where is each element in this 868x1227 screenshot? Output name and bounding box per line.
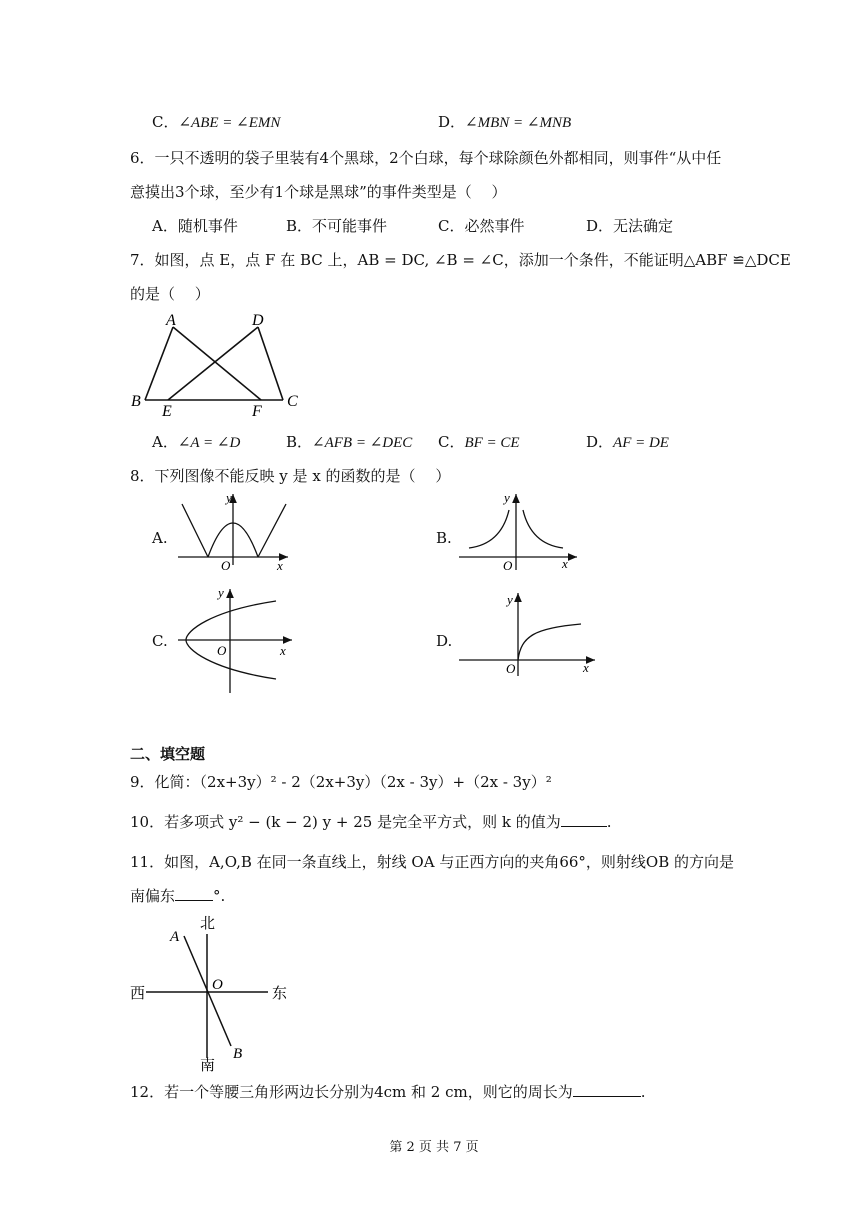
- option-text: AF = DE: [613, 435, 669, 451]
- answer-blank[interactable]: [175, 886, 213, 901]
- q12-line: [130, 1082, 646, 1102]
- option-label: D．: [586, 217, 614, 235]
- axis-x: x: [583, 660, 589, 675]
- option-label: C．: [438, 217, 465, 235]
- option-text: 不可能事件: [312, 217, 388, 235]
- q7-line2: 的是（ ）: [130, 285, 210, 303]
- option-label: B．: [286, 433, 313, 451]
- label-e: E: [162, 403, 172, 420]
- q8-line: 8．下列图像不能反映 y 是 x 的函数的是（ ）: [130, 467, 451, 485]
- option-label: A．: [152, 217, 178, 235]
- axis-x: x: [280, 643, 286, 658]
- q6-line1: 6．一只不透明的袋子里装有4个黑球，2个白球，每个球除颜色外都相同，则事件“从中任: [130, 149, 722, 167]
- label-b: B: [131, 393, 141, 410]
- label-d: D: [252, 312, 264, 329]
- graph-a-label: A.: [152, 529, 168, 547]
- origin: O: [221, 558, 231, 573]
- axis-y: y: [507, 592, 513, 607]
- q9-line: 9．化简：（2x+3y）² - 2（2x+3y）（2x - 3y）+（2x - 3y）²: [130, 773, 552, 791]
- option-text: 无法确定: [613, 217, 674, 235]
- option-label: C．: [438, 433, 465, 451]
- q5-option-d: [438, 112, 571, 133]
- point-o-label: O: [212, 977, 223, 993]
- north-label: 北: [200, 914, 216, 932]
- label-a: A: [166, 312, 176, 329]
- q6-option-c: [438, 216, 525, 236]
- option-label: D．: [586, 433, 614, 451]
- axis-y: y: [226, 490, 232, 505]
- option-label: B．: [286, 217, 313, 235]
- graph-b-label: B.: [436, 529, 452, 547]
- axis-x: x: [562, 556, 568, 571]
- axis-x: x: [277, 558, 283, 573]
- q7-option-c: [438, 432, 520, 453]
- origin: O: [506, 661, 516, 676]
- q10-line: [130, 812, 612, 832]
- origin: O: [503, 558, 513, 573]
- q5-option-c: [152, 112, 280, 133]
- graph-c: [170, 585, 300, 695]
- q7-figure: [125, 308, 315, 418]
- point-b-label: B: [233, 1046, 243, 1062]
- point-a-label: A: [170, 929, 180, 945]
- option-label: D．: [438, 113, 466, 131]
- option-text: BF = CE: [464, 435, 520, 451]
- q7-line1: 7．如图，点 E，点 F 在 BC 上，AB = DC, ∠B = ∠C，添加一个条件，不能证明△ABF ≌△DCE: [130, 251, 791, 269]
- q11-text: 南偏东: [130, 887, 176, 905]
- option-text: ∠A = ∠D: [177, 435, 241, 451]
- compass-figure: [128, 908, 298, 1078]
- west-label: 西: [130, 984, 146, 1002]
- label-c: C: [287, 393, 298, 410]
- q10-end: .: [606, 813, 612, 831]
- option-text: ∠AFB = ∠DEC: [312, 435, 413, 451]
- axis-y: y: [218, 585, 224, 600]
- graph-d: [455, 588, 600, 678]
- option-text: 随机事件: [177, 217, 238, 235]
- option-label: C．: [152, 113, 179, 131]
- origin: O: [217, 643, 227, 658]
- axis-y: y: [504, 490, 510, 505]
- option-label: A．: [152, 433, 178, 451]
- option-text: 必然事件: [464, 217, 525, 235]
- q10-text: 10．若多项式 y² − (k − 2) y + 25 是完全平方式，则 k 的值为: [130, 813, 561, 831]
- label-f: F: [252, 403, 262, 420]
- graph-c-label: C.: [152, 632, 168, 650]
- q6-line2: 意摸出3个球，至少有1个球是黑球”的事件类型是（ ）: [130, 183, 507, 201]
- east-label: 东: [272, 984, 288, 1002]
- q6-option-d: [586, 216, 673, 236]
- q7-option-a: [152, 432, 240, 453]
- option-text: ∠ABE = ∠EMN: [178, 115, 281, 131]
- section-title: 二、填空题: [130, 745, 206, 763]
- q11-line1: 11．如图，A,O,B 在同一条直线上，射线 OA 与正西方向的夹角66°，则射线OB 的方向是: [130, 853, 735, 871]
- q7-option-d: [586, 432, 669, 453]
- q12-end: .: [640, 1083, 646, 1101]
- answer-blank[interactable]: [561, 812, 607, 827]
- q6-option-b: [286, 216, 387, 236]
- graph-d-label: D.: [436, 632, 453, 650]
- option-text: ∠MBN = ∠MNB: [465, 115, 572, 131]
- south-label: 南: [200, 1056, 216, 1074]
- q6-option-a: [152, 216, 238, 236]
- graph-a: [170, 490, 300, 575]
- q12-text: 12．若一个等腰三角形两边长分别为4cm 和 2 cm，则它的周长为: [130, 1083, 573, 1101]
- q11-end: °.: [213, 887, 226, 905]
- q11-line2: [130, 886, 225, 906]
- graph-b: [455, 490, 585, 575]
- q7-option-b: [286, 432, 412, 453]
- answer-blank[interactable]: [573, 1082, 641, 1097]
- page-footer: 第 2 页 共 7 页: [389, 1140, 479, 1155]
